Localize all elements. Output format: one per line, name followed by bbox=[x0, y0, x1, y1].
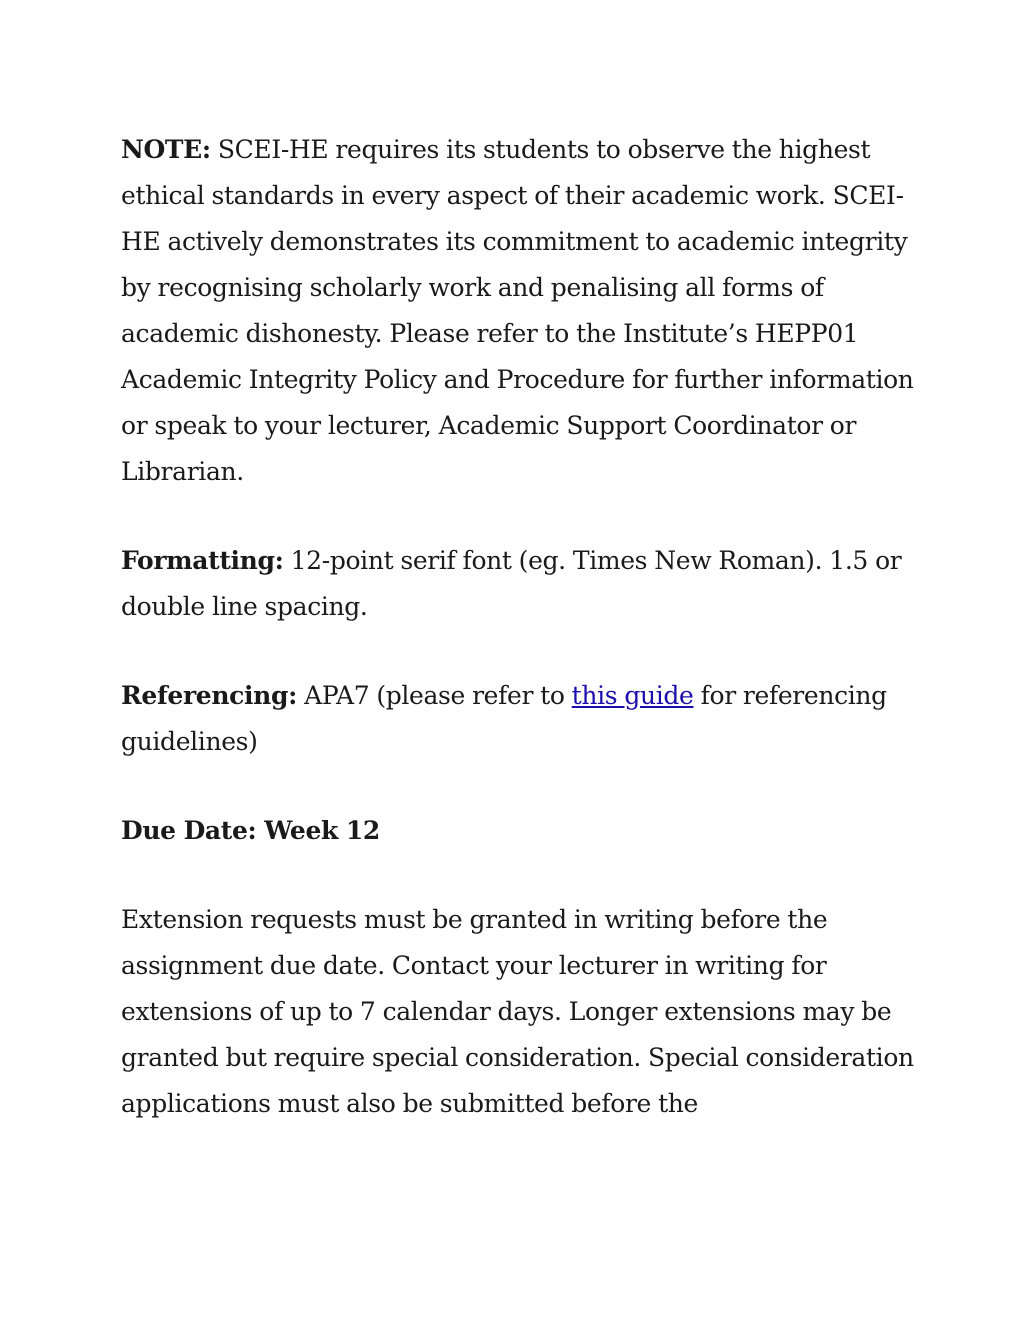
note-label: NOTE: bbox=[121, 135, 211, 164]
referencing-paragraph bbox=[121, 673, 921, 765]
formatting-paragraph bbox=[121, 538, 921, 630]
referencing-text-after: for referencing guidelines) bbox=[121, 681, 887, 756]
note-paragraph bbox=[121, 127, 921, 495]
note-text: SCEI-HE requires its students to observe the highest ethical standards in every aspect of their academic work. SCEI-HE actively demonstrates its commitment to academic integrity by recognising scholarly work and penalising all forms of academic dishonesty. Please refer to the Institute’s HEPP01 Academic Integrity Policy and Procedure for further information or speak to your lecturer, Academic Support Coordinator or Librarian. bbox=[121, 135, 914, 486]
formatting-label: Formatting: bbox=[121, 546, 284, 575]
formatting-text: 12-point serif font (eg. Times New Roman). 1.5 or double line spacing. bbox=[121, 546, 902, 621]
referencing-label: Referencing: bbox=[121, 681, 298, 710]
referencing-text-before: APA7 (please refer to bbox=[297, 681, 572, 710]
extension-paragraph: Extension requests must be granted in writing before the assignment due date. Contact your lecturer in writing for extensions of up to 7 calendar days. Longer extensions may be granted but require special consideration. Special consideration applications must also be submitted before the bbox=[121, 905, 914, 1118]
referencing-guide-link[interactable]: this guide bbox=[571, 681, 694, 710]
document-body bbox=[121, 127, 921, 1127]
due-date-heading: Due Date: Week 12 bbox=[121, 816, 380, 845]
